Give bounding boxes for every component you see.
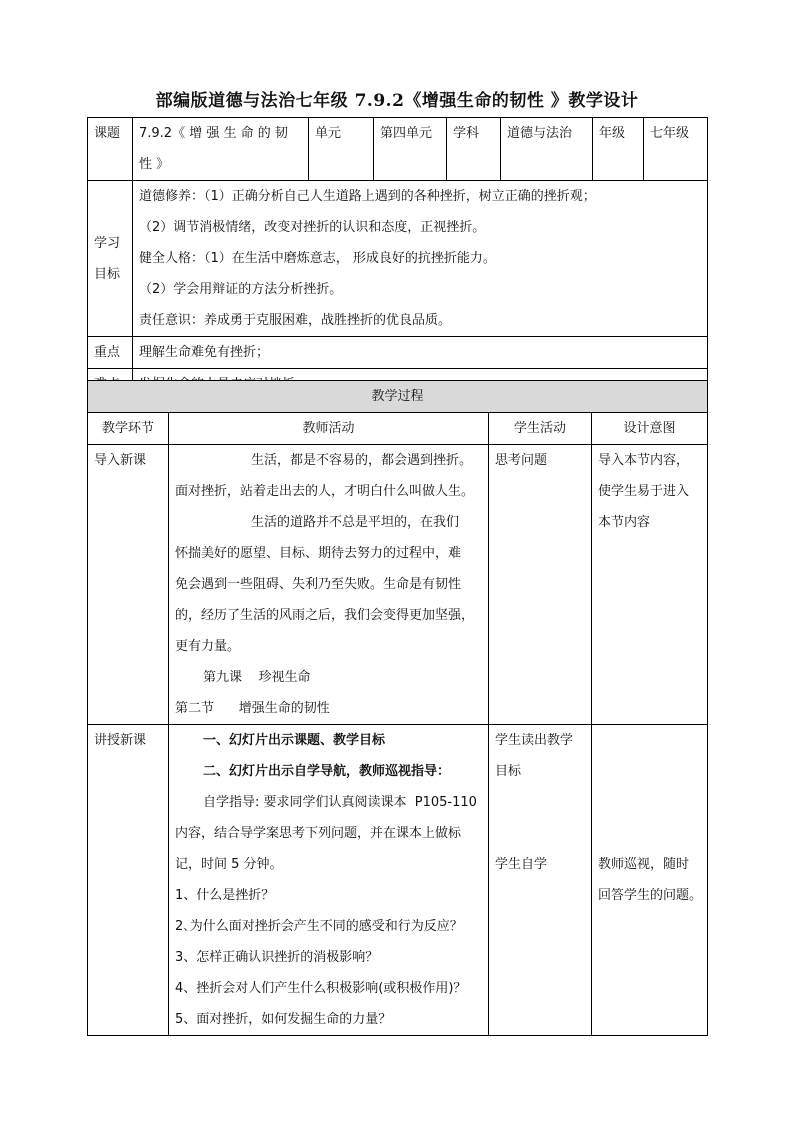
objective-line: 道德修养：（1）正确分析自己人生道路上遇到的各种挫折，树立正确的挫折观；	[139, 189, 596, 204]
objective-line: （2）学会用辩证的方法分析挫折。	[139, 282, 343, 297]
objectives-row	[88, 181, 708, 337]
grade-value: 七年级	[644, 118, 708, 181]
intro-student-activity: 思考问题	[489, 445, 592, 725]
topic-label: 课题	[88, 118, 133, 181]
topic-line-2: 性 》	[139, 157, 170, 172]
unit-label: 单元	[309, 118, 374, 181]
intro-stage: 导入新课	[88, 445, 169, 725]
teaching-process-table	[87, 380, 708, 1036]
column-stage: 教学环节	[88, 413, 169, 445]
objectives-label: 学习 目标	[88, 181, 133, 337]
process-columns-row	[88, 413, 708, 445]
intro-design-intent: 导入本节内容， 使学生易于进入 本节内容	[592, 445, 708, 725]
intro-teacher-activity: 生活，都是不容易的，都会遇到挫折。 面对挫折，站着走出去的人，才明白什么叫做人生。 生活的道路并不总是平坦的，在我们 怀揣美好的愿望、目标、期待去努力的过程中，难 免会遇到一些阻碍、失利乃至失败。生命是有韧性 的，经历了生活的风雨之后，我们会变得更加坚强， 更有力量。 第九课 珍视生命 第二节 增强生命的韧性	[169, 445, 489, 725]
lecture-design-intent: 教师巡视，随时 回答学生的问题。	[592, 725, 708, 1036]
column-student: 学生活动	[489, 413, 592, 445]
course-info-table	[87, 117, 708, 401]
key-point-row	[88, 337, 708, 369]
topic-value	[133, 118, 309, 181]
objective-line: （2）调节消极情绪，改变对挫折的认识和态度，正视挫折。	[139, 220, 486, 235]
key-point-text: 理解生命难免有挫折；	[133, 337, 708, 369]
topic-line-1: 7.9.2《 增 强 生 命 的 韧	[139, 126, 288, 141]
key-point-label: 重点	[88, 337, 133, 369]
column-design: 设计意图	[592, 413, 708, 445]
process-header-row	[88, 381, 708, 413]
objectives-content	[133, 181, 708, 337]
document-title: 部编版道德与法治七年级 7.9.2《增强生命的韧性 》教学设计	[155, 91, 639, 111]
grade-label: 年级	[593, 118, 644, 181]
objective-line: 责任意识：养成勇于克服困难，战胜挫折的优良品质。	[139, 313, 452, 328]
lecture-student-activity: 学生读出教学 目标 学生自学	[489, 725, 592, 1036]
subject-label: 学科	[447, 118, 501, 181]
column-teacher: 教师活动	[169, 413, 489, 445]
lecture-stage: 讲授新课	[88, 725, 169, 1036]
objective-line: 健全人格：（1）在生活中磨炼意志， 形成良好的抗挫折能力。	[139, 251, 496, 266]
subject-value: 道德与法治	[501, 118, 593, 181]
intro-row	[88, 445, 708, 725]
unit-value: 第四单元	[374, 118, 447, 181]
course-info-row	[88, 118, 708, 181]
lecture-row	[88, 725, 708, 1036]
process-header: 教学过程	[88, 381, 708, 413]
lecture-teacher-activity: 一、幻灯片出示课题、教学目标 二、幻灯片出示自学导航，教师巡视指导： 自学指导: 要求同学们认真阅读课本 P105-110 内容，结合导学案思考下列问题，并在课本上做标 记，时间 5 分钟。 1、什么是挫折？ 2､为什么面对挫折会产生不同的感受和行为反应？ 3、怎样正确认识挫折的消极影响？ 4、挫折会对人们产生什么积极影响(或积极作用)？ 5、面对挫折，如何发掘生命的力量？	[169, 725, 489, 1036]
